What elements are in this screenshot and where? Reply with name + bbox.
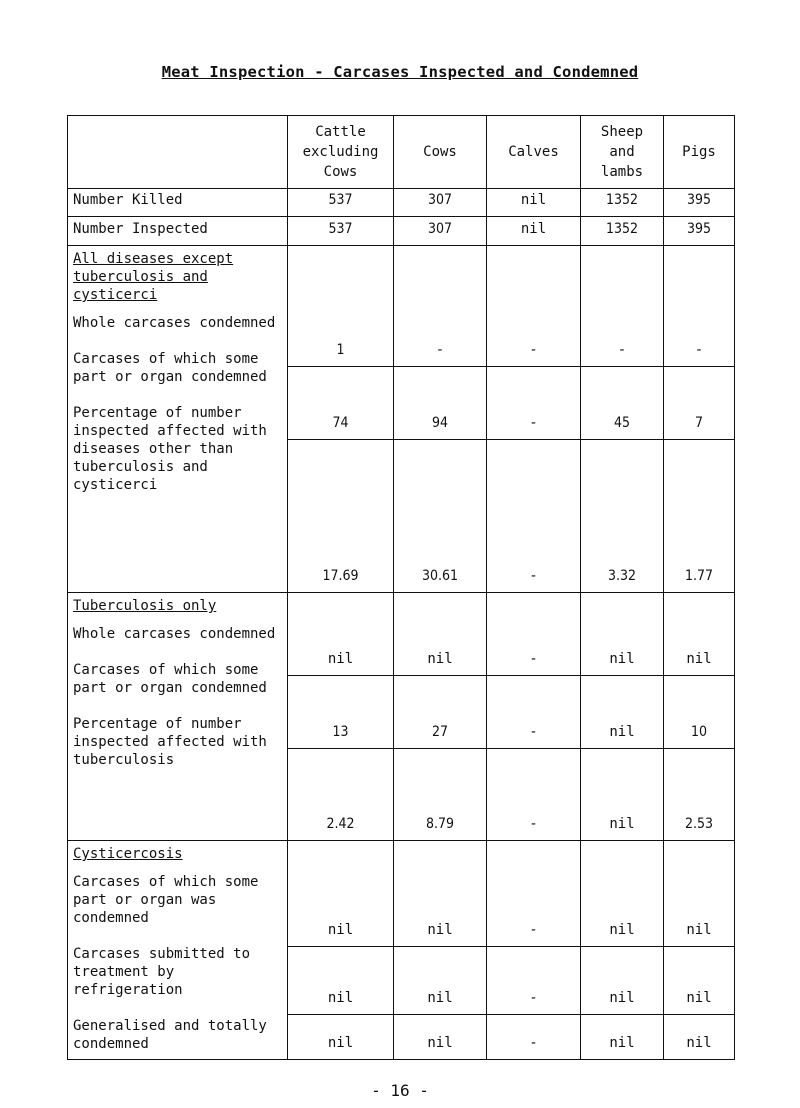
table-cell: -: [581, 246, 664, 367]
table-cell: -: [487, 246, 581, 367]
table-cell: -: [487, 440, 581, 593]
row-label: Whole carcases condemned: [73, 626, 276, 642]
table-cell: nil: [487, 189, 581, 217]
table-cell: nil: [288, 1014, 394, 1059]
table-cell: nil: [487, 217, 581, 246]
row-label: Carcases of which some part or organ was condemned: [73, 874, 259, 926]
table-cell: 27: [394, 676, 487, 749]
table-cell: nil: [581, 593, 664, 676]
table-cell: 74: [288, 367, 394, 440]
row-label: Percentage of number inspected affected with diseases other than tuberculosis and cysticerci: [73, 405, 267, 493]
table-cell: 2.42: [288, 749, 394, 841]
section-tuberculosis: [68, 593, 288, 841]
header-row: [68, 116, 735, 189]
row-label: Percentage of number inspected affected with tuberculosis: [73, 716, 267, 768]
table-cell: 7: [664, 367, 735, 440]
page-number: - 16 -: [371, 1081, 429, 1100]
table-cell: -: [487, 841, 581, 947]
table-cell: 1.77: [664, 440, 735, 593]
table-row: [68, 841, 735, 947]
row-label: Carcases of which some part or organ condemned: [73, 662, 267, 696]
table-cell: nil: [394, 1014, 487, 1059]
table-cell: -: [487, 1014, 581, 1059]
table-cell: 94: [394, 367, 487, 440]
table-cell: nil: [664, 593, 735, 676]
table-cell: -: [487, 676, 581, 749]
table-cell: nil: [288, 841, 394, 947]
row-label: Number Inspected: [68, 217, 288, 246]
table-cell: 395: [664, 189, 735, 217]
table-cell: nil: [288, 947, 394, 1014]
row-label: Carcases of which some part or organ condemned: [73, 351, 267, 385]
table-cell: 307: [394, 217, 487, 246]
table-cell: 17.69: [288, 440, 394, 593]
table-cell: nil: [394, 593, 487, 676]
table-cell: -: [487, 593, 581, 676]
table-cell: 3.32: [581, 440, 664, 593]
page-title: Meat Inspection - Carcases Inspected and Condemned: [161, 63, 639, 81]
row-label: Carcases submitted to treatment by refrigeration: [73, 946, 251, 998]
table-cell: 537: [288, 189, 394, 217]
column-header-sheep: Sheep and lambs: [581, 116, 664, 189]
table-cell: 2.53: [664, 749, 735, 841]
table-cell: -: [487, 947, 581, 1014]
row-label: Generalised and totally condemned: [73, 1018, 267, 1052]
table-cell: 13: [288, 676, 394, 749]
section-heading: Tuberculosis only: [73, 598, 217, 614]
table-cell: 395: [664, 217, 735, 246]
table-cell: nil: [581, 841, 664, 947]
table-cell: 10: [664, 676, 735, 749]
table-cell: -: [487, 749, 581, 841]
table-cell: 307: [394, 189, 487, 217]
table-cell: -: [487, 367, 581, 440]
table-row: [68, 246, 735, 367]
table-cell: nil: [581, 676, 664, 749]
table-cell: nil: [394, 841, 487, 947]
table-row: [68, 217, 735, 246]
row-label: Number Killed: [68, 189, 288, 217]
column-header-pigs: Pigs: [664, 116, 735, 189]
table-cell: -: [394, 246, 487, 367]
section-all-diseases: [68, 246, 288, 593]
table-row: [68, 593, 735, 676]
table-cell: nil: [664, 841, 735, 947]
table-cell: nil: [288, 593, 394, 676]
table-cell: nil: [664, 947, 735, 1014]
table-cell: 1352: [581, 189, 664, 217]
section-heading: All diseases except tuberculosis and cysticerci: [73, 251, 234, 303]
table-cell: -: [664, 246, 735, 367]
table-cell: 30.61: [394, 440, 487, 593]
section-cysticercosis: [68, 841, 288, 1060]
column-header-cattle: Cattle excluding Cows: [288, 116, 394, 189]
section-heading: Cysticercosis: [73, 846, 183, 862]
table-cell: nil: [581, 1014, 664, 1059]
row-label: Whole carcases condemned: [73, 315, 276, 331]
column-header-blank: [68, 116, 288, 189]
table-cell: nil: [394, 947, 487, 1014]
inspection-table: [67, 115, 735, 1060]
table-cell: 1: [288, 246, 394, 367]
table-cell: nil: [581, 749, 664, 841]
column-header-cows: Cows: [394, 116, 487, 189]
table-cell: 8.79: [394, 749, 487, 841]
table-cell: 45: [581, 367, 664, 440]
table-cell: 1352: [581, 217, 664, 246]
table-row: [68, 189, 735, 217]
table-cell: 537: [288, 217, 394, 246]
column-header-calves: Calves: [487, 116, 581, 189]
table-cell: nil: [664, 1014, 735, 1059]
table-cell: nil: [581, 947, 664, 1014]
